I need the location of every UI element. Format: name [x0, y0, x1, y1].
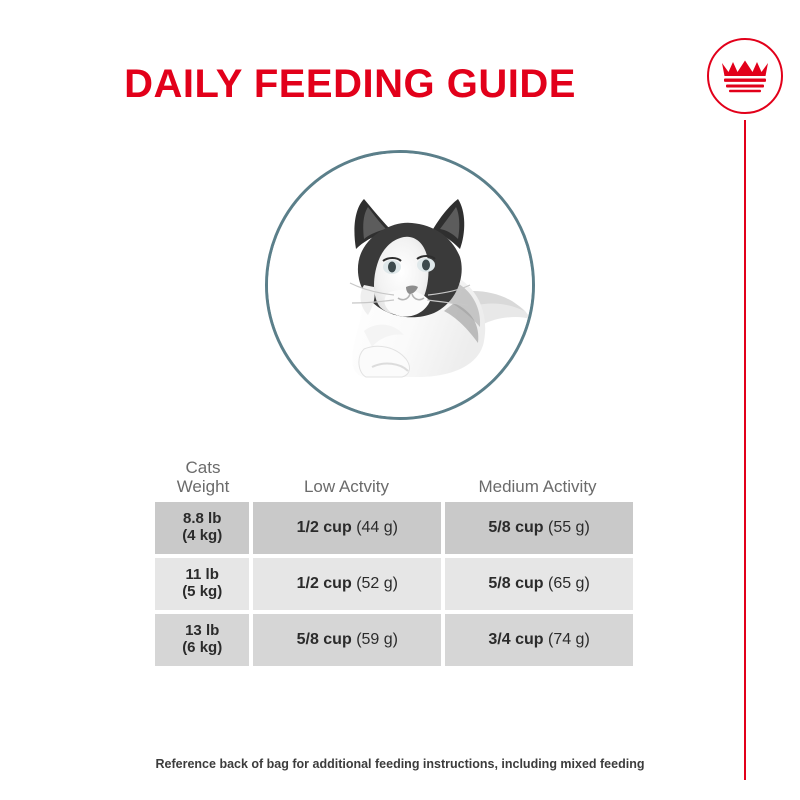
- table-row: [155, 502, 633, 554]
- cat-photo-circle: [265, 150, 535, 420]
- row-medium-amount: 3/4 cup: [488, 631, 544, 649]
- feeding-table: [155, 452, 633, 670]
- row-weight-kg: (5 kg): [182, 583, 223, 600]
- page-title: DAILY FEEDING GUIDE: [124, 62, 576, 106]
- cat-photo: [268, 153, 532, 417]
- row-low-amount: 5/8 cup: [296, 631, 352, 649]
- row-weight-cell: [155, 614, 249, 666]
- row-weight-lb: 8.8 lb: [183, 510, 222, 528]
- row-medium-grams: (55 g): [547, 519, 590, 537]
- royal-canin-crown-icon: [707, 38, 783, 114]
- column-header-weight: [155, 458, 251, 502]
- row-weight-lb: 11 lb: [185, 566, 219, 584]
- row-low-amount: 1/2 cup: [296, 519, 352, 537]
- column-header-weight-line2: Weight: [176, 476, 230, 496]
- row-weight-kg: (4 kg): [182, 527, 223, 544]
- row-low-amount: 1/2 cup: [296, 575, 352, 593]
- row-medium-activity-cell: [445, 502, 633, 554]
- row-medium-amount: 5/8 cup: [488, 575, 544, 593]
- row-low-grams: (52 g): [356, 575, 398, 593]
- row-medium-amount: 5/8 cup: [488, 519, 544, 537]
- row-weight-lb: 13 lb: [185, 622, 220, 640]
- row-low-activity-cell: [253, 502, 441, 554]
- row-low-grams: (59 g): [356, 631, 398, 649]
- table-header-row: [155, 452, 633, 502]
- row-medium-activity-cell: [445, 614, 633, 666]
- row-weight-cell: [155, 558, 249, 610]
- row-medium-grams: (74 g): [547, 631, 590, 649]
- footnote-text: Reference back of bag for additional feeding instructions, including mixed feeding: [155, 757, 645, 771]
- column-header-weight-line1: Cats: [185, 457, 221, 477]
- column-header-medium-activity: Medium Activity: [478, 476, 597, 496]
- row-medium-activity-cell: [445, 558, 633, 610]
- brand-accent-line: [744, 120, 746, 780]
- row-low-activity-cell: [253, 558, 441, 610]
- row-weight-cell: [155, 502, 249, 554]
- column-header-low-activity: Low Actvity: [303, 476, 390, 496]
- row-low-grams: (44 g): [356, 519, 398, 537]
- row-medium-grams: (65 g): [547, 575, 590, 593]
- row-low-activity-cell: [253, 614, 441, 666]
- table-row: [155, 614, 633, 666]
- row-weight-kg: (6 kg): [182, 639, 223, 656]
- table-row: [155, 558, 633, 610]
